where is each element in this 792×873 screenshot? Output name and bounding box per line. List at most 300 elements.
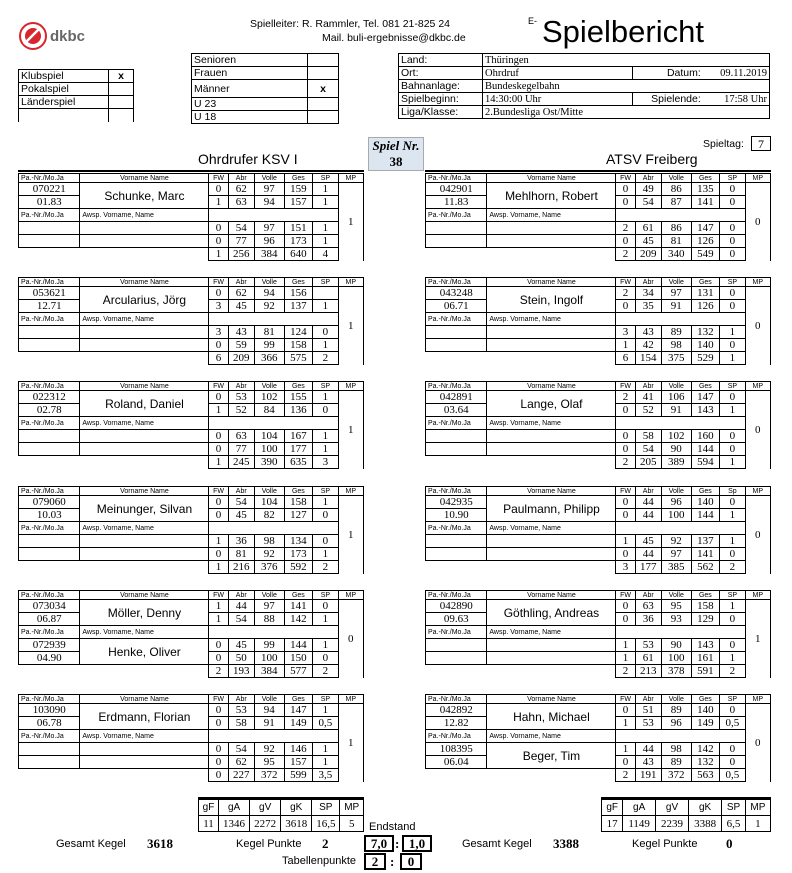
class-label: U 23 [192,98,308,111]
abr-value: 63 [228,196,254,209]
sp-value: 0 [720,287,745,300]
abr-value: 54 [635,196,661,209]
col-fw: FW [616,487,635,496]
total-fw: 3 [616,561,635,574]
sp-value: 0 [313,326,338,339]
summary-head: gF [602,800,623,816]
col-abr: Abr [635,591,661,600]
player-mp: 0 [745,391,770,469]
total-ges: 529 [691,352,720,365]
sp-value: 1 [313,496,338,509]
volle-value: 89 [661,756,691,769]
player-mo-ja: 03.64 [426,404,487,417]
total-volle: 378 [661,665,691,678]
player-name: Meinunger, Silvan [80,496,209,522]
col-pa: Pa.-Nr./Mo.Ja [19,522,80,535]
logo-text: dkbc [50,28,86,45]
col-name: Vorname Name [80,487,209,496]
divider [425,170,771,172]
away-team-name: ATSV Freiberg [606,151,698,167]
ges-value: 129 [691,613,720,626]
abr-value: 43 [228,326,254,339]
player-pa-nr: 022312 [19,391,80,404]
col-name: Vorname Name [487,487,616,496]
fw-value: 0 [209,717,228,730]
player-block [425,173,771,261]
col-sp: SP [313,278,338,287]
ges-value: 127 [284,509,313,522]
total-abr: 209 [228,352,254,365]
abr-value: 53 [635,639,661,652]
col-fw: FW [616,695,635,704]
summary-head: gK [281,800,312,816]
ges-value: 124 [284,326,313,339]
player-mp: 1 [338,391,363,469]
ges-value: 132 [691,326,720,339]
fw-value: 0 [616,496,635,509]
player-name: Lange, Olaf [487,391,616,417]
total-abr: 213 [635,665,661,678]
ges-value: 149 [284,717,313,730]
total-ges: 594 [691,456,720,469]
volle-value: 95 [661,600,691,613]
sp-value [313,287,338,300]
abr-value: 44 [228,600,254,613]
player-block [18,277,364,365]
total-volle: 384 [254,248,284,261]
total-ges: 563 [691,769,720,782]
col-sp: SP [313,382,338,391]
class-label: U 18 [192,111,308,124]
ges-value: 159 [284,183,313,196]
ges-value: 143 [691,639,720,652]
volle-value: 84 [254,404,284,417]
col-awsp: Awsp. Vorname, Name [487,522,616,535]
col-ges: Ges [284,382,313,391]
col-mp: MP [338,278,363,287]
summary-head: gA [219,800,250,816]
fw-value: 1 [209,535,228,548]
abr-value: 59 [228,339,254,352]
col-awsp: Awsp. Vorname, Name [487,209,616,222]
col-name: Vorname Name [80,382,209,391]
ges-value: 144 [284,639,313,652]
abr-value: 77 [228,443,254,456]
total-fw: 1 [209,456,228,469]
sp-value: 1 [313,704,338,717]
col-pa: Pa.-Nr./Mo.Ja [426,313,487,326]
col-volle: Volle [661,591,691,600]
class-mark [308,54,339,67]
col-name: Vorname Name [487,174,616,183]
sp-value: 1 [720,652,745,665]
col-sp: SP [313,174,338,183]
summary-head: MP [745,800,770,816]
total-ges: 549 [691,248,720,261]
fw-value: 0 [209,235,228,248]
abr-value: 62 [228,183,254,196]
volle-value: 98 [661,339,691,352]
ges-value: 140 [691,704,720,717]
total-volle: 372 [254,769,284,782]
col-pa: Pa.-Nr./Mo.Ja [19,174,80,183]
fw-value: 0 [209,430,228,443]
player-name: Erdmann, Florian [80,704,209,730]
player-mo-ja: 01.83 [19,196,80,209]
total-volle: 372 [661,769,691,782]
fw-value: 3 [209,326,228,339]
col-volle: Volle [254,487,284,496]
ges-value: 147 [691,222,720,235]
divider [18,170,364,172]
col-volle: Volle [661,382,691,391]
ges-value: 158 [284,339,313,352]
col-awsp: Awsp. Vorname, Name [80,313,209,326]
col-fw: FW [616,382,635,391]
col-fw: FW [209,591,228,600]
volle-value: 81 [661,235,691,248]
sp-value: 1 [720,404,745,417]
col-pa: Pa.-Nr./Mo.Ja [426,417,487,430]
fw-value: 0 [209,222,228,235]
fw-value: 0 [616,600,635,613]
col-pa: Pa.-Nr./Mo.Ja [426,591,487,600]
abr-value: 63 [635,600,661,613]
sp-value: 0 [720,430,745,443]
col-mp: MP [338,174,363,183]
bahn-label: Bahnanlage: [399,80,483,93]
volle-value: 88 [254,613,284,626]
total-fw: 0 [209,769,228,782]
col-awsp: Awsp. Vorname, Name [80,626,209,639]
total-sp: 1 [720,352,745,365]
total-volle: 389 [661,456,691,469]
volle-value: 96 [661,496,691,509]
col-abr: Abr [228,487,254,496]
col-sp: Sp [720,487,745,496]
col-name: Vorname Name [487,278,616,287]
spieltag-label: Spieltag: [703,138,744,150]
col-volle: Volle [254,278,284,287]
total-fw: 2 [616,769,635,782]
bahn-value: Bundeskegelbahn [483,80,770,93]
ort-value: Ohrdruf [483,67,633,80]
col-pa: Pa.-Nr./Mo.Ja [19,313,80,326]
col-fw: FW [209,174,228,183]
datum-label: Datum: [633,67,703,80]
col-ges: Ges [284,591,313,600]
abr-value: 43 [635,326,661,339]
class-mark [308,98,339,111]
total-sp: 2 [720,665,745,678]
player-name: Möller, Denny [80,600,209,626]
player-pa-nr: 070221 [19,183,80,196]
game-type-label: Länderspiel [19,96,109,109]
sp-value: 0 [720,391,745,404]
col-sp: SP [313,695,338,704]
col-ges: Ges [691,591,720,600]
volle-value: 100 [254,443,284,456]
home-kp-value: 2 [322,836,329,851]
summary-head: gV [250,800,281,816]
fw-value: 0 [616,404,635,417]
col-volle: Volle [254,695,284,704]
player-pa-nr: 073034 [19,600,80,613]
col-sp: SP [720,591,745,600]
abr-value: 53 [228,391,254,404]
fw-value: 0 [616,183,635,196]
ges-value: 157 [284,196,313,209]
volle-value: 96 [661,717,691,730]
game-type-mark [109,83,134,96]
col-ges: Ges [284,174,313,183]
total-sp: 2 [720,561,745,574]
player-name: Arcularius, Jörg [80,287,209,313]
spieltag-value: 7 [751,136,771,151]
col-name: Vorname Name [80,695,209,704]
sp-value: 1 [313,183,338,196]
abr-value: 52 [228,404,254,417]
abr-value: 62 [228,756,254,769]
total-ges: 562 [691,561,720,574]
fw-value: 3 [209,300,228,313]
summary-head: gV [655,800,688,816]
class-mark [308,111,339,124]
ges-value: 141 [691,548,720,561]
player-pa-nr: 103090 [19,704,80,717]
col-pa: Pa.-Nr./Mo.Ja [19,487,80,496]
endstand-label: Endstand [369,821,416,833]
col-volle: Volle [661,278,691,287]
col-mp: MP [338,591,363,600]
abr-value: 45 [635,535,661,548]
sp-value: 0 [720,496,745,509]
fw-value: 0 [209,391,228,404]
col-ges: Ges [691,174,720,183]
col-abr: Abr [635,695,661,704]
liga-label: Liga/Klasse: [399,106,483,119]
col-volle: Volle [254,591,284,600]
ges-value: 143 [691,404,720,417]
volle-value: 86 [661,183,691,196]
total-abr: 191 [635,769,661,782]
player-block [18,173,364,261]
ges-value: 167 [284,430,313,443]
col-pa: Pa.-Nr./Mo.Ja [19,626,80,639]
col-volle: Volle [254,174,284,183]
ges-value: 157 [284,756,313,769]
col-abr: Abr [635,382,661,391]
abr-value: 81 [228,548,254,561]
sub-mo-ja: 04.90 [19,652,80,665]
total-volle: 390 [254,456,284,469]
volle-value: 87 [661,196,691,209]
col-awsp: Awsp. Vorname, Name [487,417,616,430]
game-type-mark: x [109,70,134,83]
game-type-mark [109,96,134,109]
fw-value: 0 [209,496,228,509]
land-value: Thüringen [483,54,770,67]
class-mark: x [308,80,339,98]
col-volle: Volle [661,487,691,496]
total-abr: 177 [635,561,661,574]
col-ges: Ges [284,695,313,704]
total-fw: 2 [616,665,635,678]
total-ges: 635 [284,456,313,469]
col-pa: Pa.-Nr./Mo.Ja [426,487,487,496]
away-gesamt-label: Gesamt Kegel [462,838,532,850]
col-pa: Pa.-Nr./Mo.Ja [426,730,487,743]
sp-value: 0 [720,235,745,248]
summary-value: 16,5 [312,816,340,832]
player-pa-nr: 042901 [426,183,487,196]
volle-value: 95 [254,756,284,769]
ges-value: 141 [284,600,313,613]
volle-value: 99 [254,339,284,352]
home-kp-label: Kegel Punkte [236,838,302,850]
volle-value: 91 [254,717,284,730]
col-abr: Abr [228,174,254,183]
ges-value: 158 [284,496,313,509]
game-type-label: Pokalspiel [19,83,109,96]
ges-value: 131 [691,287,720,300]
total-fw: 2 [616,248,635,261]
col-mp: MP [338,695,363,704]
sp-value: 0 [313,404,338,417]
tabellen-away: 0 [400,853,422,870]
volle-value: 98 [254,535,284,548]
col-abr: Abr [635,174,661,183]
game-type-table [18,69,134,122]
ges-value: 161 [691,652,720,665]
summary-head: SP [312,800,340,816]
player-block [18,590,364,678]
fw-value: 3 [616,326,635,339]
summary-head: gF [199,800,219,816]
abr-value: 54 [228,613,254,626]
col-awsp: Awsp. Vorname, Name [80,417,209,430]
ges-value: 156 [284,287,313,300]
ges-value: 149 [691,717,720,730]
col-awsp: Awsp. Vorname, Name [487,313,616,326]
volle-value: 104 [254,430,284,443]
total-abr: 216 [228,561,254,574]
sp-value: 0 [313,509,338,522]
sp-value: 0 [720,639,745,652]
away-gesamt-value: 3388 [553,836,579,851]
total-sp: 0,5 [720,769,745,782]
player-mo-ja: 06.71 [426,300,487,313]
sp-value: 0 [720,443,745,456]
total-abr: 193 [228,665,254,678]
player-mp: 1 [338,496,363,574]
ges-value: 135 [691,183,720,196]
total-volle: 366 [254,352,284,365]
ende-label: Spielende: [633,93,703,106]
volle-value: 90 [661,639,691,652]
col-mp: MP [745,382,770,391]
fw-value: 0 [209,548,228,561]
summary-value: 3618 [281,816,312,832]
ges-value: 132 [691,756,720,769]
col-mp: MP [745,278,770,287]
abr-value: 62 [228,287,254,300]
fw-value: 0 [209,756,228,769]
fw-value: 0 [616,704,635,717]
player-name: Schunke, Marc [80,183,209,209]
fw-value: 0 [209,743,228,756]
ges-value: 173 [284,548,313,561]
fw-value: 0 [616,300,635,313]
beginn-value: 14:30:00 Uhr [483,93,633,106]
summary-value: 2272 [250,816,281,832]
sp-value: 1 [313,443,338,456]
col-sp: SP [313,487,338,496]
abr-value: 58 [635,430,661,443]
total-ges: 599 [284,769,313,782]
spiel-nr-box [368,137,424,171]
col-awsp: Awsp. Vorname, Name [487,730,616,743]
volle-value: 91 [661,300,691,313]
col-abr: Abr [228,591,254,600]
sp-value: 0 [720,339,745,352]
col-mp: MP [745,174,770,183]
sp-value: 1 [720,535,745,548]
abr-value: 44 [635,548,661,561]
summary-value: 17 [602,816,623,832]
volle-value: 104 [254,496,284,509]
abr-value: 77 [228,235,254,248]
player-pa-nr: 042890 [426,600,487,613]
player-block [425,590,771,678]
total-ges: 592 [284,561,313,574]
total-sp: 0 [720,248,745,261]
col-pa: Pa.-Nr./Mo.Ja [426,695,487,704]
total-volle: 384 [254,665,284,678]
total-abr: 245 [228,456,254,469]
total-volle: 385 [661,561,691,574]
home-gesamt-label: Gesamt Kegel [56,838,126,850]
sub-mo-ja: 06.04 [426,756,487,769]
abr-value: 41 [635,391,661,404]
col-ges: Ges [284,487,313,496]
volle-value: 82 [254,509,284,522]
ges-value: 146 [284,743,313,756]
col-sp: SP [720,382,745,391]
away-kp-value: 0 [726,836,733,851]
fw-value: 0 [616,613,635,626]
ges-value: 140 [691,496,720,509]
tabellen-label: Tabellenpunkte [282,855,357,867]
total-sp: 3 [313,456,338,469]
sp-value: 1 [313,300,338,313]
col-pa: Pa.-Nr./Mo.Ja [19,695,80,704]
total-volle: 340 [661,248,691,261]
fw-value: 1 [616,639,635,652]
col-volle: Volle [661,174,691,183]
summary-head: SP [722,800,746,816]
player-pa-nr: 042891 [426,391,487,404]
player-mp: 0 [745,183,770,261]
player-mo-ja: 10.90 [426,509,487,522]
abr-value: 61 [635,652,661,665]
fw-value: 2 [616,222,635,235]
fw-value: 0 [616,548,635,561]
volle-value: 96 [254,235,284,248]
volle-value: 90 [661,443,691,456]
volle-value: 89 [661,704,691,717]
volle-value: 81 [254,326,284,339]
